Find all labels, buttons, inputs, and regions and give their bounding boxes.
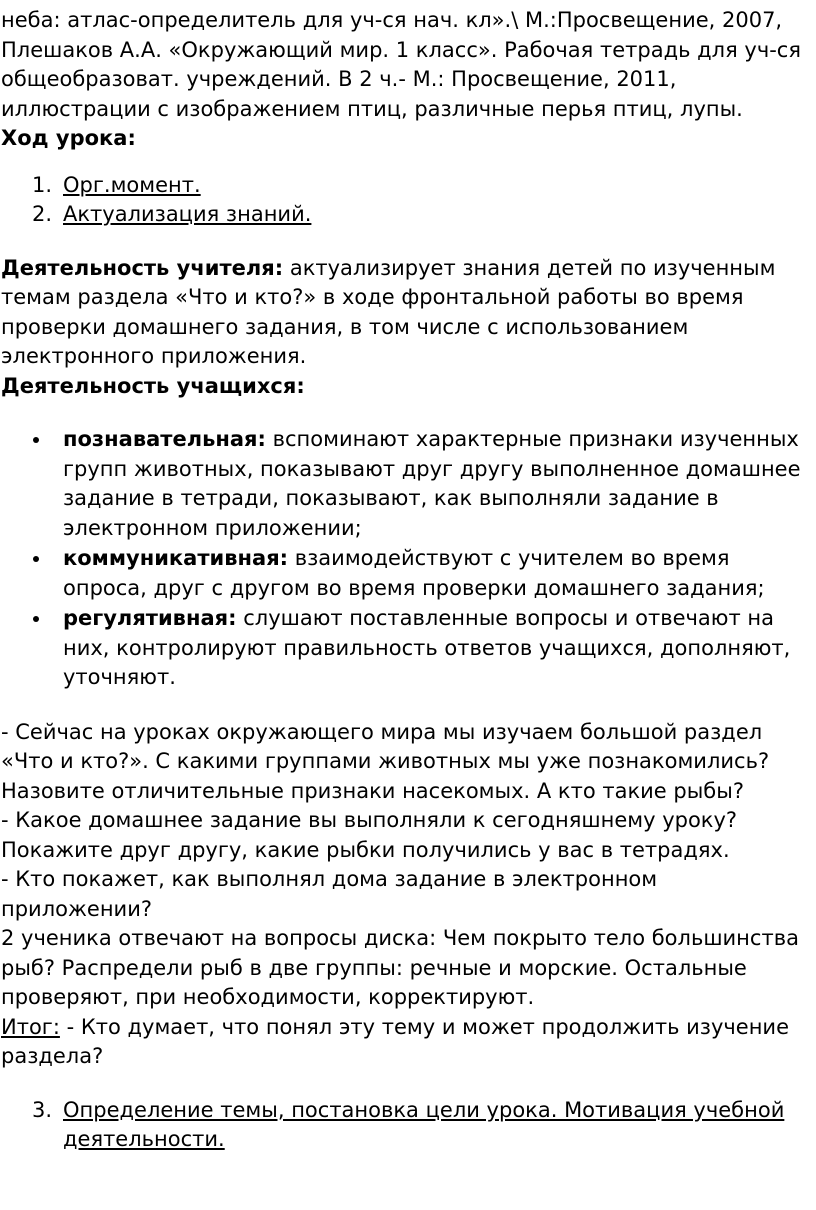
bullet-icon bbox=[33, 616, 39, 622]
stage-label: Определение темы, постановка цели урока. Мотивация учебной деятельности. bbox=[63, 1097, 785, 1151]
activity-text: слушают поставленные вопросы и отвечают на них, контролируют правильность ответов учащихся, дополняют, уточняют. bbox=[63, 606, 791, 689]
stage-item bbox=[0, 1096, 816, 1155]
stage-number: 3. bbox=[32, 1097, 53, 1122]
stage-number: 2. bbox=[32, 202, 53, 226]
lesson-heading: Ход урока: bbox=[1, 126, 136, 150]
summary bbox=[0, 1013, 816, 1072]
stage-item bbox=[0, 200, 816, 230]
activity-label: познавательная: bbox=[63, 427, 266, 451]
stages-list-bottom bbox=[0, 1096, 816, 1155]
dialogue-line: 2 ученика отвечают на вопросы диска: Чем покрыто тело большинства рыб? Распредели рыб в две группы: речные и морские. Остальные проверяют, при необходимости, корректируют. bbox=[1, 926, 799, 1009]
teacher-text: актуализирует знания детей по изученным темам раздела «Что и кто?» в ходе фронтальной работы во время проверки домашнего задания, в том числе с использованием электронного приложения. bbox=[1, 255, 776, 368]
stage-item bbox=[0, 171, 816, 201]
students-heading: Деятельность учащихся: bbox=[1, 373, 305, 398]
activity-text: взаимодействуют с учителем во время опроса, друг с другом во время проверки домашнего задания; bbox=[63, 546, 765, 600]
summary-label: Итог: bbox=[1, 1014, 60, 1039]
activity-item bbox=[0, 604, 816, 693]
summary-text: - Кто думает, что понял эту тему и может продолжить изучение раздела? bbox=[1, 1014, 789, 1068]
activity-label: регулятивная: bbox=[63, 606, 237, 630]
intro-paragraph: неба: атлас-определитель для уч-ся нач. кл».\ М.:Просвещение, 2007, Плешаков А.А. «Окружающий мир. 1 класс». Рабочая тетрадь для уч-ся общеобразоват. учреждений. В 2 ч.- М.: Просвещение, 2011, иллюстрации с изображением птиц, различные перья птиц, лупы. bbox=[1, 8, 801, 121]
activity-item bbox=[0, 544, 816, 603]
dialogue-line: - Кто покажет, как выполнял дома задание в электронном приложении? bbox=[1, 867, 658, 921]
teacher-label: Деятельность учителя: bbox=[1, 255, 284, 280]
teacher-activity bbox=[0, 254, 816, 372]
activity-label: коммуникативная: bbox=[63, 546, 289, 570]
dialogue-line: - Сейчас на уроках окружающего мира мы изучаем большой раздел «Что и кто?». С какими группами животных мы уже познакомились? Назовите отличительные признаки насекомых. А кто такие рыбы? bbox=[1, 719, 770, 803]
activity-text: вспоминают характерные признаки изученных групп животных, показывают друг другу выполненное домашнее задание в тетради, показывают, как выполняли задание в электронном приложении; bbox=[63, 427, 801, 540]
stage-label: Актуализация знаний. bbox=[63, 202, 312, 226]
bullet-icon bbox=[33, 556, 39, 562]
stage-number: 1. bbox=[32, 172, 53, 197]
activity-item bbox=[0, 425, 816, 543]
bullet-icon bbox=[33, 437, 39, 443]
dialogue-line: - Какое домашнее задание вы выполняли к сегодняшнему уроку? Покажите друг другу, какие рыбки получились у вас в тетрадях. bbox=[1, 808, 738, 862]
activities-list bbox=[0, 425, 816, 693]
stage-label: Орг.момент. bbox=[63, 172, 201, 197]
stages-list-top bbox=[0, 171, 816, 230]
